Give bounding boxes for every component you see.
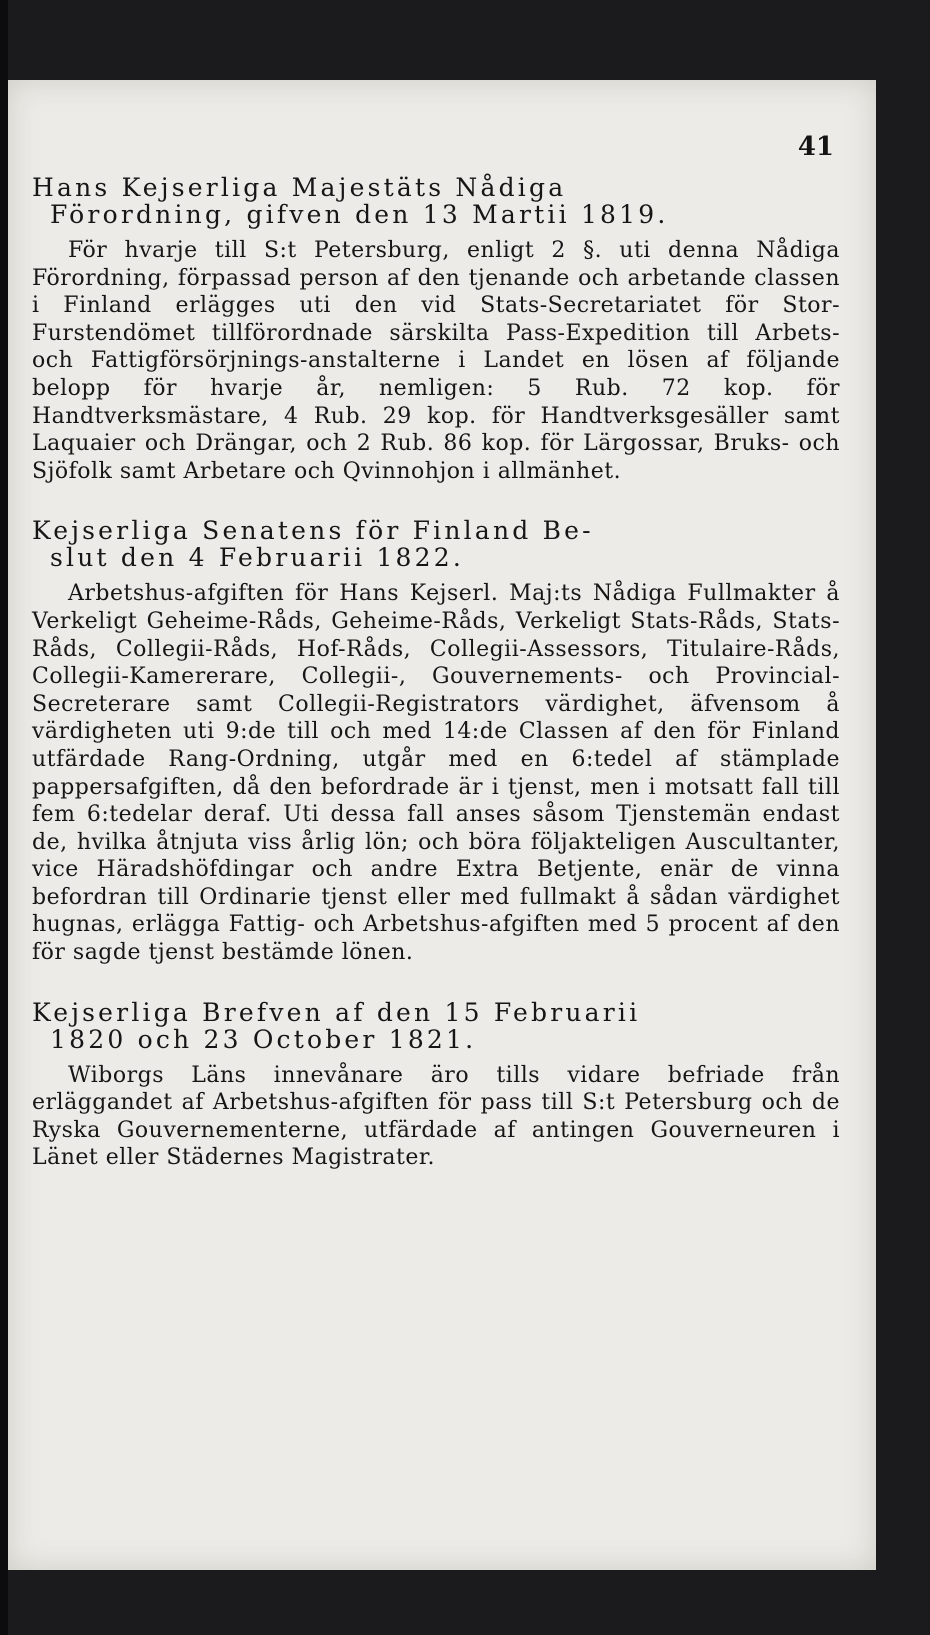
page-content: [32, 174, 840, 1190]
heading-line: Kejserliga Senatens för Finland Be-: [32, 516, 594, 546]
heading-line: Kejserliga Brefven af den 15 Februarii: [32, 997, 641, 1027]
heading-line: Hans Kejserliga Majestäts Nådiga: [32, 173, 567, 202]
section-heading: [32, 999, 840, 1053]
section-kejserliga-brefven: [32, 999, 840, 1172]
section-body: Wiborgs Läns innevånare äro tills vidare befriade från erläggandet af Arbetshus-afgiften för pass till S:t Petersburg och de Ryska Gouvernementerne, utfärdade af antingen Gouverneuren i Länet eller Städernes Magistrater.: [32, 1062, 840, 1171]
section-forordning-1819: [32, 174, 840, 485]
heading-line: 1820 och 23 October 1821.: [50, 1024, 477, 1054]
scan-border: [0, 0, 8, 1635]
section-body: För hvarje till S:t Petersburg, enligt 2 §. uti denna Nådiga Förordning, förpassad person af den tjenande och arbetande classen i Finland erlägges uti den vid Stats-Secretariatet för Stor-Furstendömet tillförordnade särskilta Pass-Expedition till Arbets- och Fattigförsörjnings-anstalterne i Landet en lösen af följande belopp för hvarje år, nemligen: 5 Rub. 72 kop. för Handtverksmästare, 4 Rub. 29 kop. för Handtverksgesäller samt Laquaier och Drängar, och 2 Rub. 86 kop. för Lärgossar, Bruks- och Sjöfolk samt Arbetare och Qvinnohjon i allmänhet.: [32, 238, 840, 484]
book-page: [8, 80, 876, 1570]
heading-line: slut den 4 Februarii 1822.: [50, 543, 465, 573]
section-body: Arbetshus-afgiften för Hans Kejserl. Maj:ts Nådiga Fullmakter å Verkeligt Geheime-Råds, Geheime-Råds, Verkeligt Stats-Råds, Stats-Råds, Collegii-Råds, Hof-Råds, Collegii-Assessors, Titulaire-Råds, Collegii-Kamererare, Collegii-, Gouvernements- och Provincial-Secreterare samt Collegii-Registrators värdighet, äfvensom å värdigheten uti 9:de till och med 14:de Classen af den för Finland utfärdade Rang-Ordning, utgår med en 6:tedel af stämplade pappersafgiften, då den befordrade är i tjenst, men i motsatt fall till fem 6:tedelar deraf. Uti dessa fall anses såsom Tjenstemän endast de, hvilka åtnjuta viss årlig lön; och böra följakteligen Auscultanter, vice Häradshöfdingar och andre Extra Betjente, enär de vinna befordran till Ordinarie tjenst eller med fullmakt å sådan värdighet hugnas, erlägga Fattig- och Arbetshus-afgiften med 5 procent af den för sagde tjenst bestämde lönen.: [32, 581, 840, 966]
section-heading: [32, 517, 840, 571]
page-number: 41: [797, 132, 834, 162]
heading-line: Förordning, gifven den 13 Martii 1819.: [50, 200, 669, 229]
section-senatens-beslut-1822: [32, 517, 840, 966]
section-heading: [32, 174, 840, 228]
